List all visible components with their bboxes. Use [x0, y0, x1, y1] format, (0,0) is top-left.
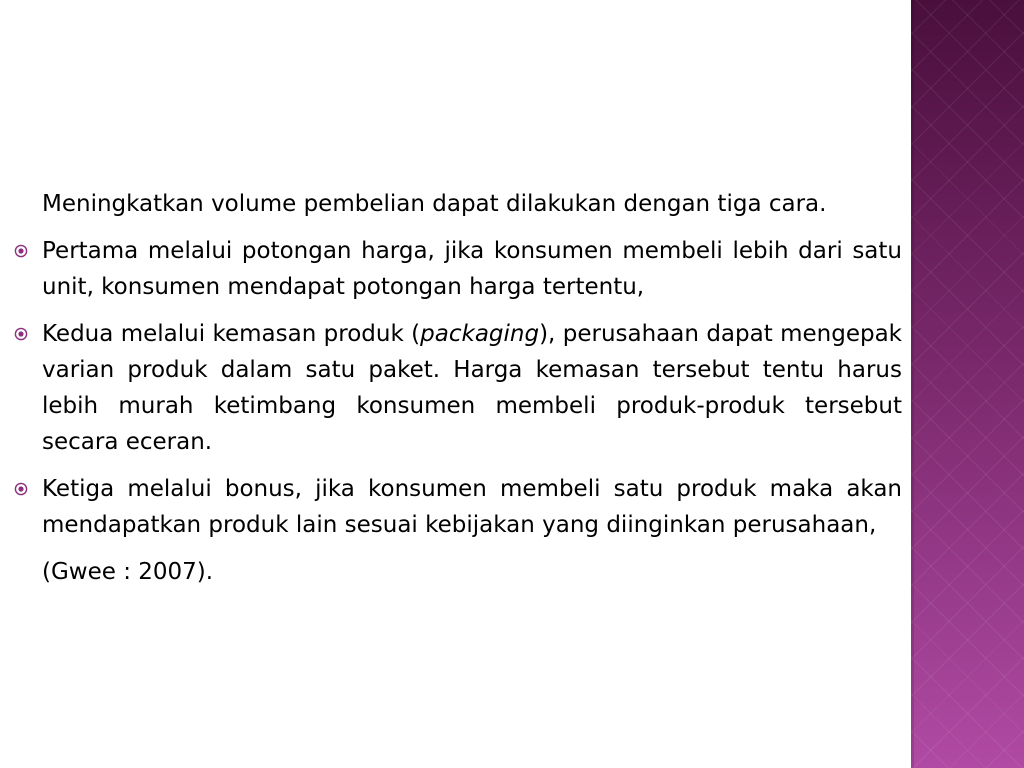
slide-body	[14, 186, 902, 601]
intro-paragraph: Meningkatkan volume pembelian dapat dilakukan dengan tiga cara.	[42, 191, 827, 217]
bullet-item-2	[14, 316, 902, 460]
citation: (Gwee : 2007).	[42, 559, 214, 585]
circled-dot-bullet-icon	[14, 244, 28, 258]
bullet-text-2-italic: packaging	[420, 321, 540, 347]
circled-dot-bullet-icon	[14, 327, 28, 341]
bullet-item-1	[14, 233, 902, 305]
sidebar-edge	[911, 0, 914, 768]
circled-dot-bullet-icon	[14, 482, 28, 496]
bullet-text-2-after: ), perusahaan dapat mengepak varian produk dalam satu paket. Harga kemasan tersebut tentu harus lebih murah ketimbang konsumen membeli produk-produk tersebut secara eceran.	[42, 321, 902, 455]
decorative-sidebar	[911, 0, 1024, 768]
bullet-item-3	[14, 471, 902, 543]
bullet-text-3: Ketiga melalui bonus, jika konsumen membeli satu produk maka akan mendapatkan produk lain sesuai kebijakan yang diinginkan perusahaan,	[42, 476, 902, 538]
bullet-text-1: Pertama melalui potongan harga, jika konsumen membeli lebih dari satu unit, konsumen mendapat potongan harga tertentu,	[42, 238, 902, 300]
bullet-text-2-before: Kedua melalui kemasan produk (	[42, 321, 421, 347]
